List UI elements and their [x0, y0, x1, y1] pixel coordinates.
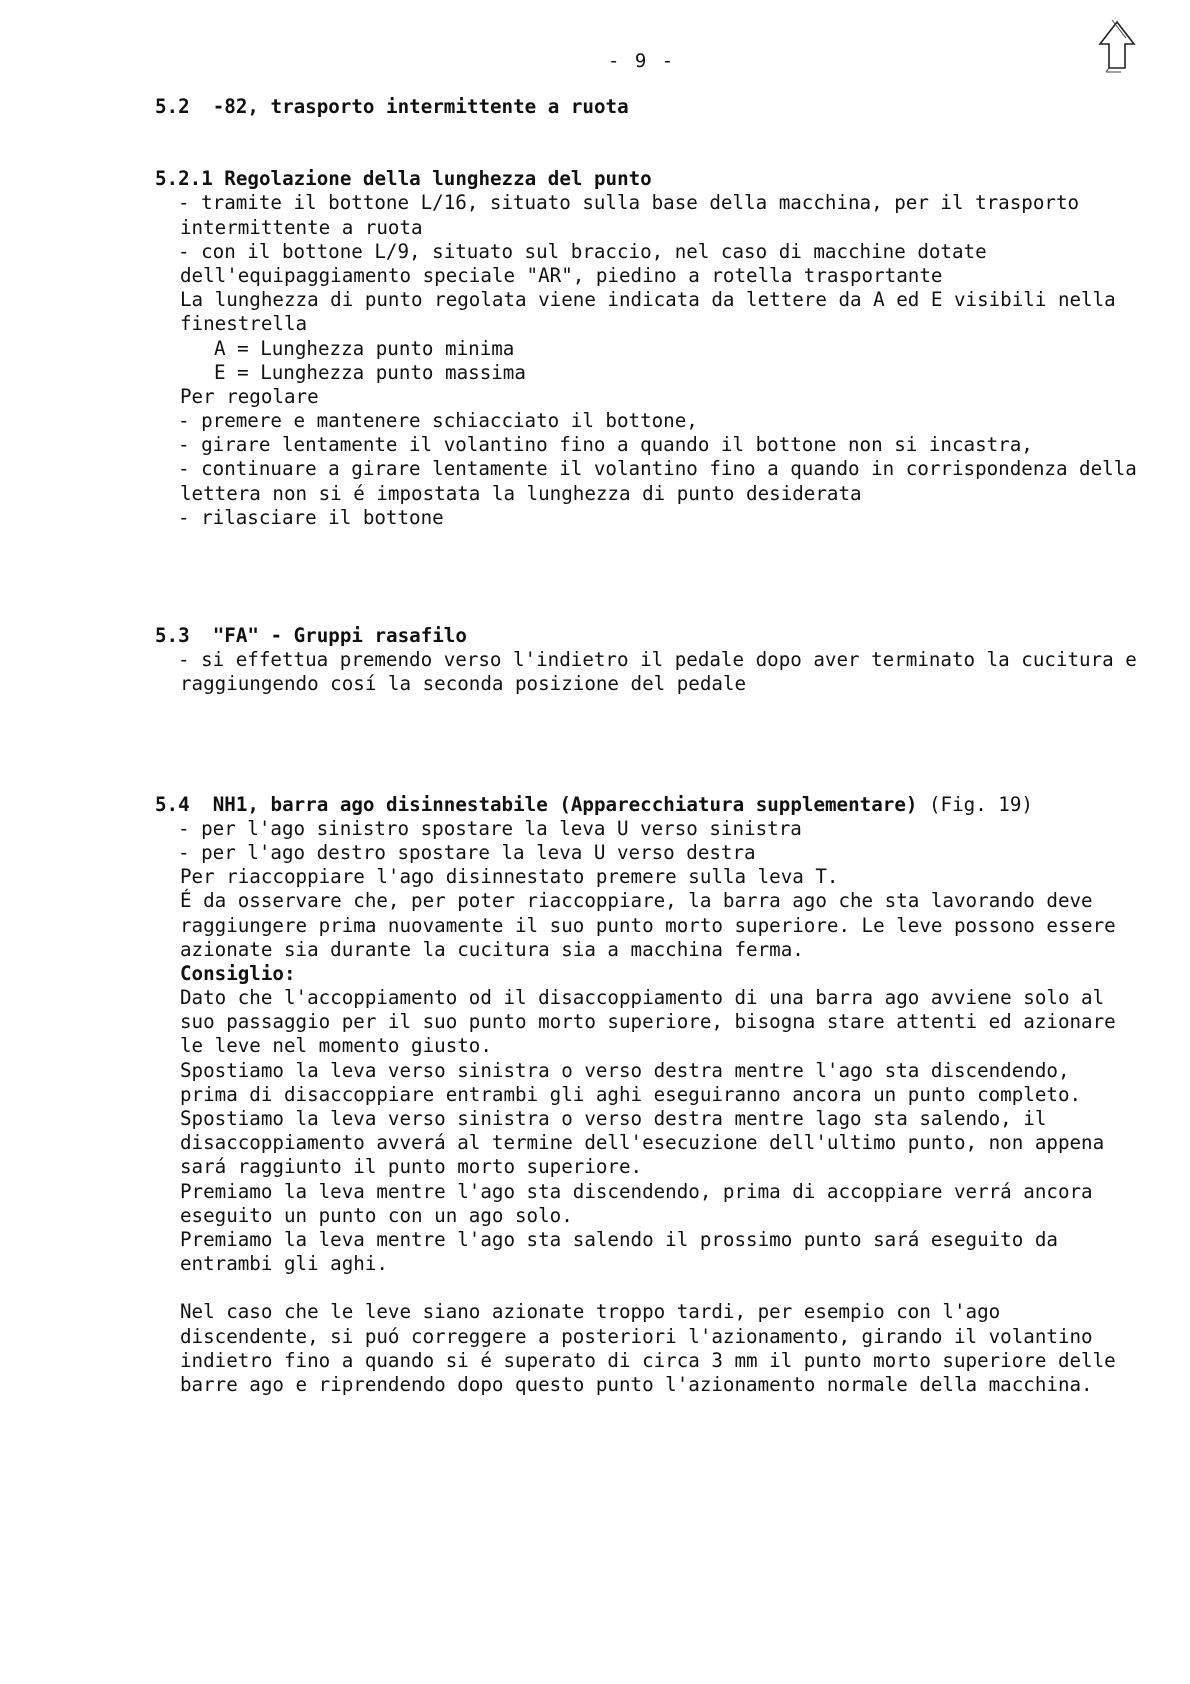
paragraph-line: Spostiamo la leva verso sinistra o verso destra mentre l'ago sta discendendo, [180, 1058, 1070, 1082]
section-5-2-title: 5.2 -82, trasporto intermittente a ruota [155, 95, 629, 118]
paragraph-line: Premiamo la leva mentre l'ago sta discendendo, prima di accoppiare verrá ancora [180, 1179, 1093, 1203]
paragraph-line: Spostiamo la leva verso sinistra o verso destra mentre lago sta salendo, il [180, 1107, 1047, 1130]
list-item: - girare lentamente il volantino fino a quando il bottone non si incastra, [178, 433, 1033, 457]
paragraph-line: sará raggiunto il punto morto superiore. [180, 1155, 643, 1179]
page-number: - 9 - [608, 50, 676, 72]
definition-a: A = Lunghezza punto minima [214, 336, 515, 360]
list-item: - premere e mantenere schiacciato il bottone, [178, 409, 698, 433]
section-5-2-1-title: 5.2.1 Regolazione della lunghezza del punto [155, 167, 652, 191]
paragraph-line: barre ago e riprendendo dopo questo punto l'azionamento normale della macchina. [180, 1372, 1093, 1396]
list-item: - tramite il bottone L/16, situato sulla base della macchina, per il trasporto [178, 191, 1080, 215]
paragraph-line: raggiungere prima nuovamente il suo punto morto superiore. Le leve possono essere [180, 913, 1116, 937]
up-arrow-icon[interactable] [1096, 18, 1138, 76]
paragraph-line: eseguito un punto con un ago solo. [180, 1203, 573, 1227]
paragraph-line: suo passaggio per il suo punto morto superiore, bisogna stare attenti ed azionare [180, 1010, 1116, 1034]
list-item: - con il bottone L/9, situato sul braccio, nel caso di macchine dotate [178, 239, 987, 263]
list-item: - continuare a girare lentamente il volantino fino a quando in corrispondenza della [178, 457, 1137, 481]
paragraph-line: La lunghezza di punto regolata viene indicata da lettere da A ed E visibili nella [180, 288, 1116, 312]
list-item: - si effettua premendo verso l'indietro il pedale dopo aver terminato la cucitura e [178, 648, 1137, 672]
paragraph-line: le leve nel momento giusto. [180, 1034, 492, 1058]
paragraph-line: entrambi gli aghi. [180, 1252, 388, 1276]
paragraph-line: disaccoppiamento avverá al termine dell'esecuzione dell'ultimo punto, non appena [180, 1131, 1105, 1155]
list-item-continuation: dell'equipaggiamento speciale "AR", piedino a rotella trasportante [180, 263, 943, 287]
paragraph-line: Nel caso che le leve siano azionate troppo tardi, per esempio con l'ago [180, 1300, 1001, 1324]
list-item: - per l'ago sinistro spostare la leva U verso sinistra [178, 816, 802, 840]
document-body [155, 95, 1165, 1397]
list-item: - rilasciare il bottone [178, 505, 444, 529]
section-5-3-title: 5.3 "FA" - Gruppi rasafilo [155, 624, 467, 647]
section-5-4-title [155, 793, 1165, 817]
paragraph-line: Per regolare [180, 384, 319, 408]
paragraph-line: prima di disaccoppiare entrambi gli aghi eseguiranno ancora un punto completo. [180, 1082, 1082, 1106]
paragraph-line: É da osservare che, per poter riaccoppiare, la barra ago che sta lavorando deve [180, 889, 1093, 913]
figure-reference: (Fig. 19) [917, 792, 1033, 816]
list-item-continuation: raggiungendo cosí la seconda posizione del pedale [180, 672, 747, 696]
definition-e: E = Lunghezza punto massima [214, 360, 526, 384]
paragraph-line: azionate sia durante la cucitura sia a macchina ferma. [180, 937, 804, 961]
paragraph-line: indietro fino a quando si é superato di circa 3 mm il punto morto superiore delle [180, 1348, 1116, 1372]
list-item-continuation: lettera non si é impostata la lunghezza di punto desiderata [180, 481, 862, 505]
list-item: - per l'ago destro spostare la leva U verso destra [178, 840, 756, 864]
section-5-4-title-text: 5.4 NH1, barra ago disinnestabile (Apparecchiatura supplementare) [155, 792, 918, 816]
paragraph-line: Dato che l'accoppiamento od il disaccoppiamento di una barra ago avviene solo al [180, 986, 1105, 1010]
paragraph-line: finestrella [180, 312, 308, 336]
paragraph-line: Per riaccoppiare l'ago disinnestato premere sulla leva T. [180, 865, 839, 889]
list-item-continuation: intermittente a ruota [180, 215, 423, 239]
tip-heading: Consiglio: [180, 961, 296, 985]
paragraph-line: discendente, si puó correggere a posteriori l'azionamento, girando il volantino [180, 1324, 1093, 1348]
paragraph-line: Premiamo la leva mentre l'ago sta salendo il prossimo punto sará eseguito da [180, 1227, 1058, 1251]
